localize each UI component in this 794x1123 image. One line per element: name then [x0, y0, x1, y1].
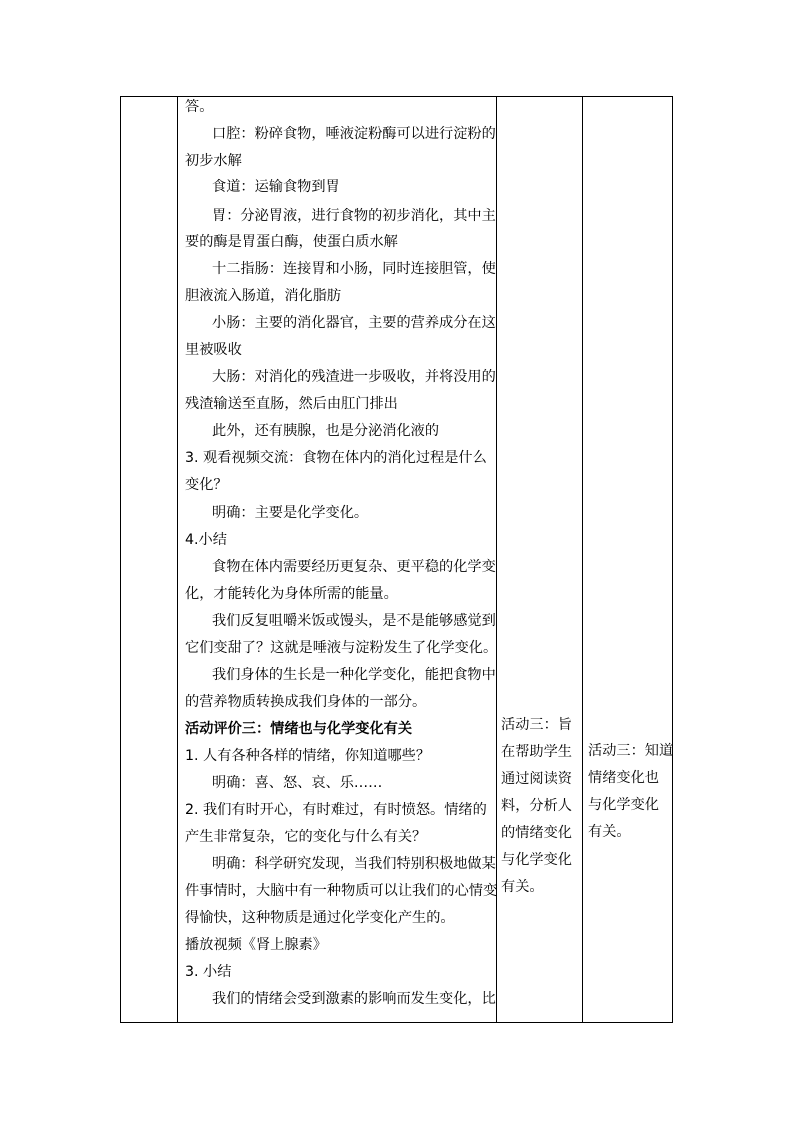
text-line: 胆液流入肠道，消化脂肪 — [185, 288, 342, 304]
design-intent-line: 的情绪变化 — [501, 825, 572, 841]
text-line: 它们变甜了？这就是唾液与淀粉发生了化学变化。 — [185, 640, 498, 656]
column-divider-3 — [582, 97, 583, 1022]
text-line: 2. 我们有时开心，有时难过，有时愤怒。情绪的 — [185, 802, 487, 818]
text-line: 我们的情绪会受到激素的影响而发生变化，比 — [212, 991, 496, 1007]
text-line: 明确：主要是化学变化。 — [212, 505, 369, 521]
text-line: 3. 小结 — [185, 964, 232, 980]
evaluation-line: 与化学变化 — [588, 797, 659, 813]
column-divider-1 — [177, 97, 178, 1022]
design-intent-line: 有关。 — [501, 879, 544, 895]
design-intent-line: 与化学变化 — [501, 852, 572, 868]
text-line: 食物在体内需要经历更复杂、更平稳的化学变 — [212, 559, 496, 575]
design-intent-line: 在帮助学生 — [501, 744, 572, 760]
text-line: 要的酶是胃蛋白酶，使蛋白质水解 — [185, 234, 398, 250]
text-line: 答。 — [185, 99, 214, 115]
text-line: 播放视频《肾上腺素》 — [185, 937, 327, 953]
text-line: 明确：喜、怒、哀、乐…… — [212, 775, 383, 791]
text-line: 变化？ — [185, 477, 228, 493]
text-line: 口腔：粉碎食物，唾液淀粉酶可以进行淀粉的 — [212, 126, 496, 142]
text-line: 得愉快，这种物质是通过化学变化产生的。 — [185, 910, 455, 926]
text-line: 3. 观看视频交流：食物在体内的消化过程是什么 — [185, 450, 487, 466]
evaluation-line: 有关。 — [588, 824, 631, 840]
evaluation-line: 情绪变化也 — [588, 770, 659, 786]
text-line: 化，才能转化为身体所需的能量。 — [185, 586, 398, 602]
text-line: 食道：运输食物到胃 — [212, 179, 340, 195]
text-line: 残渣输送至直肠，然后由肛门排出 — [185, 396, 398, 412]
text-line: 初步水解 — [185, 153, 242, 169]
text-line: 小肠：主要的消化器官，主要的营养成分在这 — [212, 315, 496, 331]
text-line: 产生非常复杂，它的变化与什么有关？ — [185, 829, 427, 845]
section-heading: 活动评价三：情绪也与化学变化有关 — [185, 721, 413, 737]
text-line: 大肠：对消化的残渣进一步吸收，并将没用的 — [212, 369, 496, 385]
design-intent-line: 活动三：旨 — [501, 717, 572, 733]
text-line: 4.小结 — [185, 532, 227, 548]
text-line: 件事情时，大脑中有一种物质可以让我们的心情变 — [185, 883, 498, 899]
evaluation-line: 活动三：知道 — [588, 743, 674, 759]
text-line: 我们反复咀嚼米饭或馒头，是不是能够感觉到 — [212, 613, 496, 629]
text-line: 里被吸收 — [185, 342, 242, 358]
text-line: 的营养物质转换成我们身体的一部分。 — [185, 694, 427, 710]
text-line: 我们身体的生长是一种化学变化，能把食物中 — [212, 667, 496, 683]
text-line: 1. 人有各种各样的情绪，你知道哪些？ — [185, 748, 431, 764]
text-line: 此外，还有胰腺，也是分泌消化液的 — [212, 423, 440, 439]
design-intent-line: 料，分析人 — [501, 798, 572, 814]
text-line: 十二指肠：连接胃和小肠，同时连接胆管，使 — [212, 261, 496, 277]
text-line: 胃：分泌胃液，进行食物的初步消化，其中主 — [212, 208, 496, 224]
text-line: 明确：科学研究发现，当我们特别积极地做某 — [212, 856, 496, 872]
design-intent-line: 通过阅读资 — [501, 771, 572, 787]
